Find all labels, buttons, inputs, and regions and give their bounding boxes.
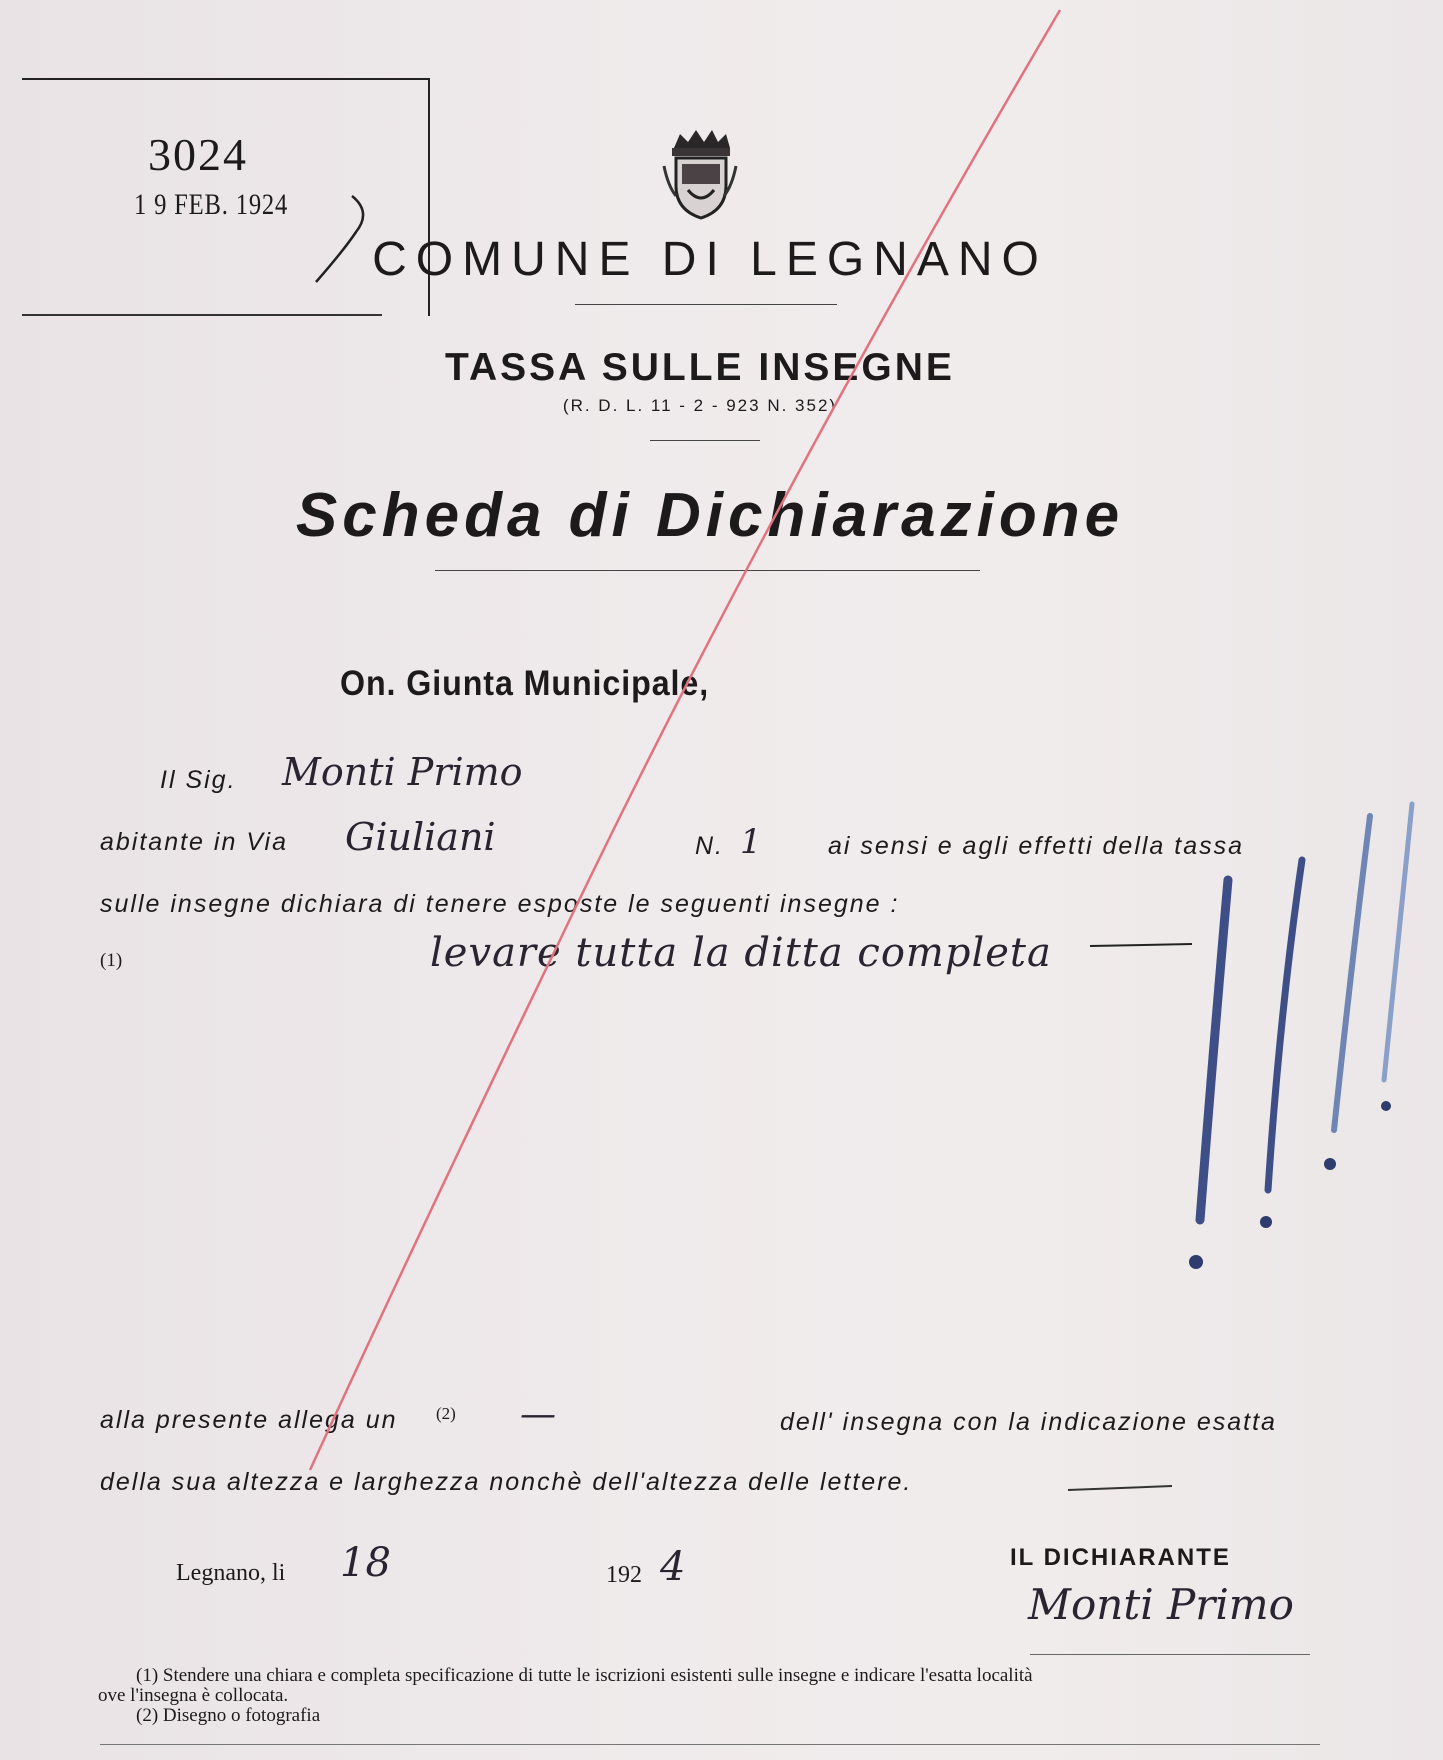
- dichiara-text: sulle insegne dichiara di tenere esposte le seguenti insegne :: [100, 890, 900, 918]
- coat-of-arms-icon: [660, 126, 740, 222]
- addressee: On. Giunta Municipale,: [340, 664, 710, 703]
- sensi-text: ai sensi e agli effetti della tassa: [828, 832, 1245, 860]
- footnote-2: (2) Disegno o fotografia: [136, 1705, 321, 1726]
- form-title: Scheda di Dichiarazione: [295, 481, 1125, 550]
- footnote-1-cont: ove l'insegna è collocata.: [98, 1685, 289, 1706]
- via-value: Giuliani: [345, 815, 496, 859]
- via-label: abitante in Via: [100, 828, 288, 856]
- stamp-number: 3024: [148, 129, 248, 180]
- year-prefix: 192: [606, 1562, 642, 1588]
- sig-label: Il Sig.: [160, 766, 237, 794]
- bottom-rule: [100, 1744, 1320, 1745]
- footnote-1: (1) Stendere una chiara e completa specificazione di tutte le iscrizioni esistenti sulle insegne e indicare l'esatta località: [136, 1665, 1033, 1686]
- day-value: 18: [340, 1540, 391, 1586]
- title-divider: [575, 304, 837, 305]
- note2-marker: (2): [436, 1404, 456, 1423]
- declarant-label: IL DICHIARANTE: [1010, 1544, 1231, 1571]
- allega-text: alla presente allega un: [100, 1406, 398, 1434]
- num-label: N.: [695, 832, 724, 860]
- form-title-divider: [435, 570, 980, 571]
- stamp-rule: [22, 314, 382, 316]
- altezza-text: della sua altezza e larghezza nonchè dell'altezza delle lettere.: [100, 1468, 913, 1496]
- note1-marker: (1): [100, 950, 123, 971]
- decree-reference: (R. D. L. 11 - 2 - 923 N. 352): [562, 396, 838, 415]
- insegne-value: levare tutta la ditta completa: [430, 930, 1052, 976]
- indicazione-text: dell' insegna con la indicazione esatta: [780, 1408, 1277, 1436]
- ornament-divider: [650, 440, 760, 441]
- num-value: 1: [740, 822, 762, 862]
- tax-title: TASSA SULLE INSEGNE: [445, 346, 955, 389]
- place-label: Legnano, li: [176, 1560, 286, 1586]
- year-suffix: 4: [660, 1544, 686, 1590]
- sig-value: Monti Primo: [282, 750, 523, 794]
- declarant-signature: Monti Primo: [1028, 1580, 1294, 1629]
- signature-line: [1030, 1654, 1310, 1655]
- municipality-title: COMUNE DI LEGNANO: [372, 233, 1048, 286]
- stamp-date: 1 9 FEB. 1924: [134, 188, 289, 221]
- allega-value: —: [520, 1394, 556, 1435]
